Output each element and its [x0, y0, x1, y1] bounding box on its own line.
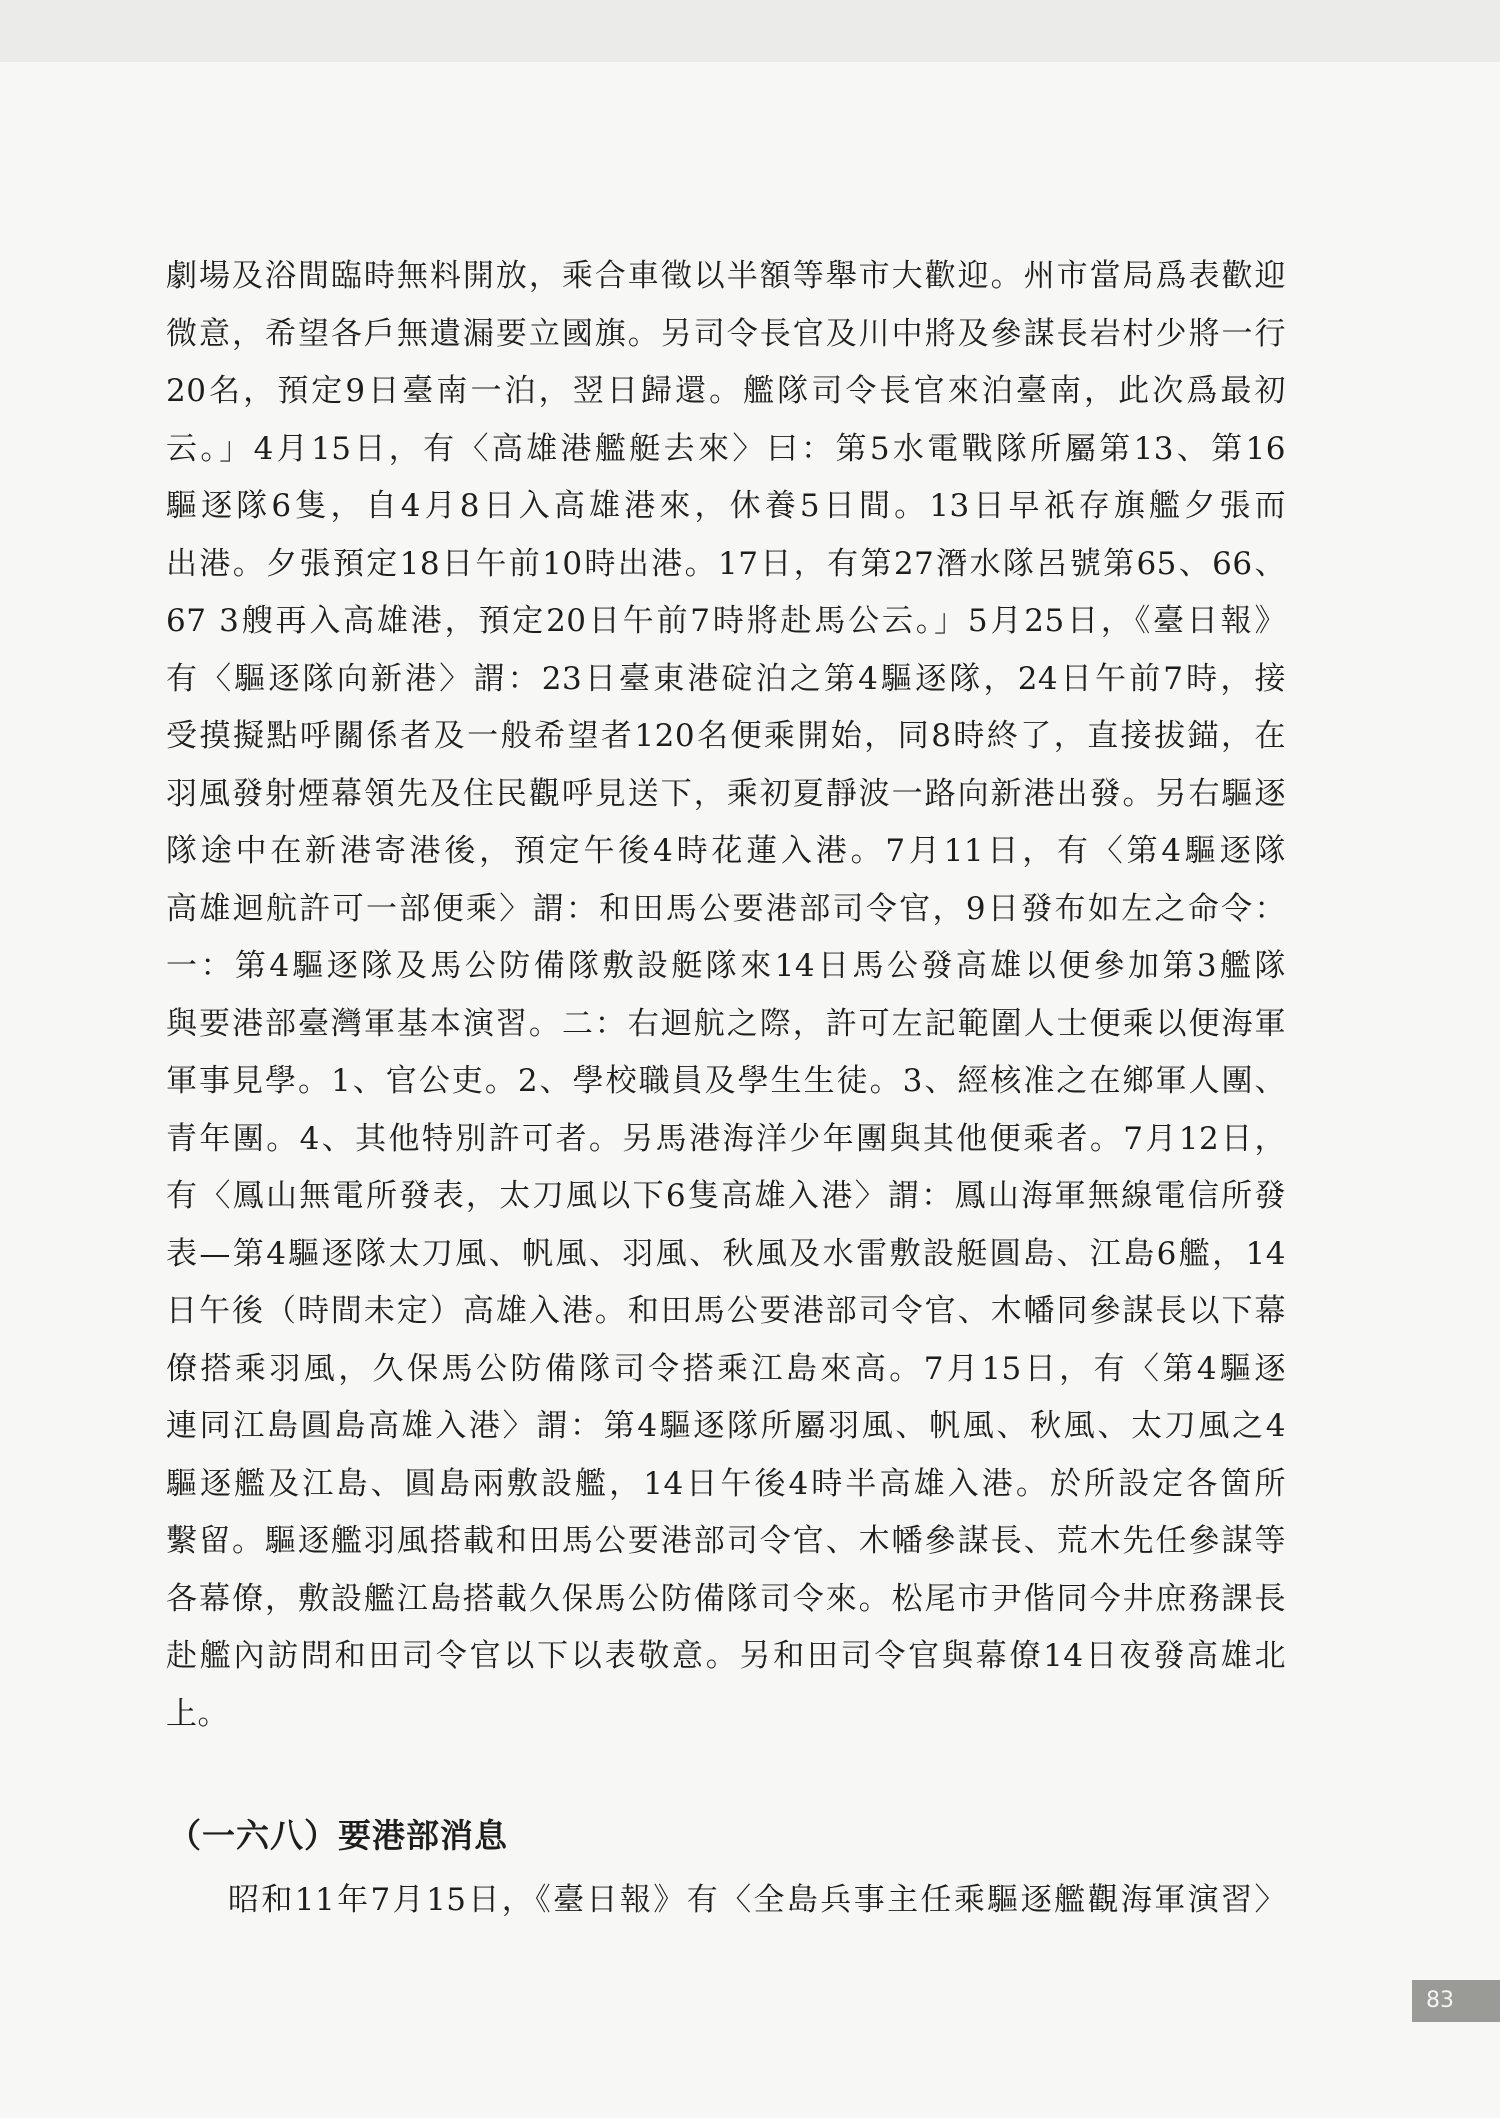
section-paragraph-line: 昭和11年7月15日，《臺日報》有〈全島兵事主任乘驅逐艦觀海軍演習〉 — [228, 1882, 1286, 1918]
body-line: 微意，希望各戶無遺漏要立國旗。另司令長官及川中將及參謀長岩村少將一行 — [166, 315, 1286, 352]
body-line: 軍事見學。1、官公吏。2、學校職員及學生生徒。3、經核准之在鄉軍人團、 — [166, 1063, 1286, 1099]
body-line: 各幕僚，敷設艦江島搭載久保馬公防備隊司令來。松尾市尹偕同今井庶務課長 — [166, 1580, 1286, 1617]
body-line: 受摸擬點呼關係者及一般希望者120名便乘開始，同8時終了，直接拔錨，在 — [166, 718, 1286, 754]
section-heading: （一六八）要港部消息 — [168, 1816, 508, 1855]
body-line: 云。」4月15日，有〈高雄港艦艇去來〉曰：第5水電戰隊所屬第13、第16 — [166, 430, 1286, 467]
body-line: 高雄迴航許可一部便乘〉謂：和田馬公要港部司令官，9日發布如左之命令： — [166, 890, 1286, 927]
body-line: 羽風發射煙幕領先及住民觀呼見送下，乘初夏靜波一路向新港出發。另右驅逐 — [166, 775, 1286, 812]
body-line: 日午後（時間未定）高雄入港。和田馬公要港部司令官、木幡同參謀長以下幕 — [166, 1293, 1286, 1329]
body-line: 劇場及浴間臨時無料開放，乘合車徵以半額等舉市大歡迎。州市當局爲表歡迎 — [166, 258, 1286, 294]
body-line: 僚搭乘羽風，久保馬公防備隊司令搭乘江島來高。7月15日，有〈第4驅逐 — [166, 1350, 1286, 1387]
body-line: 青年團。4、其他特別許可者。另馬港海洋少年團與其他便乘者。7月12日， — [166, 1120, 1286, 1157]
body-line: 連同江島圓島高雄入港〉謂：第4驅逐隊所屬羽風、帆風、秋風、太刀風之4 — [166, 1408, 1286, 1444]
body-line: 隊途中在新港寄港後，預定午後4時花蓮入港。7月11日，有〈第4驅逐隊 — [166, 833, 1286, 869]
scan-top-band — [0, 0, 1500, 62]
body-line: 67 3艘再入高雄港，預定20日午前7時將赴馬公云。」5月25日，《臺日報》 — [166, 603, 1286, 639]
body-line: 表—第4驅逐隊太刀風、帆風、羽風、秋風及水雷敷設艇圓島、江島6艦，14 — [166, 1235, 1286, 1272]
page-number: 83 — [1412, 1980, 1500, 2022]
body-line: 出港。夕張預定18日午前10時出港。17日，有第27潛水隊呂號第65、66、 — [166, 545, 1286, 582]
body-line: 有〈鳳山無電所發表，太刀風以下6隻高雄入港〉謂：鳳山海軍無線電信所發 — [166, 1178, 1286, 1214]
body-line: 與要港部臺灣軍基本演習。二：右迴航之際，許可左記範圍人士便乘以便海軍 — [166, 1005, 1286, 1042]
body-line: 驅逐艦及江島、圓島兩敷設艦，14日午後4時半高雄入港。於所設定各箇所 — [166, 1465, 1286, 1502]
body-line: 驅逐隊6隻，自4月8日入高雄港來，休養5日間。13日早祇存旗艦夕張而 — [166, 488, 1286, 524]
body-line: 繫留。驅逐艦羽風搭載和田馬公要港部司令官、木幡參謀長、荒木先任參謀等 — [166, 1523, 1286, 1559]
body-line: 20名，預定9日臺南一泊，翌日歸還。艦隊司令長官來泊臺南，此次爲最初 — [166, 373, 1286, 409]
body-line: 有〈驅逐隊向新港〉謂：23日臺東港碇泊之第4驅逐隊，24日午前7時，接 — [166, 660, 1286, 697]
body-line: 赴艦內訪問和田司令官以下以表敬意。另和田司令官與幕僚14日夜發高雄北 — [166, 1638, 1286, 1674]
body-line: 上。 — [166, 1695, 229, 1732]
body-text — [166, 248, 1286, 1743]
body-line: 一：第4驅逐隊及馬公防備隊敷設艇隊來14日馬公發高雄以便參加第3艦隊 — [166, 948, 1286, 984]
